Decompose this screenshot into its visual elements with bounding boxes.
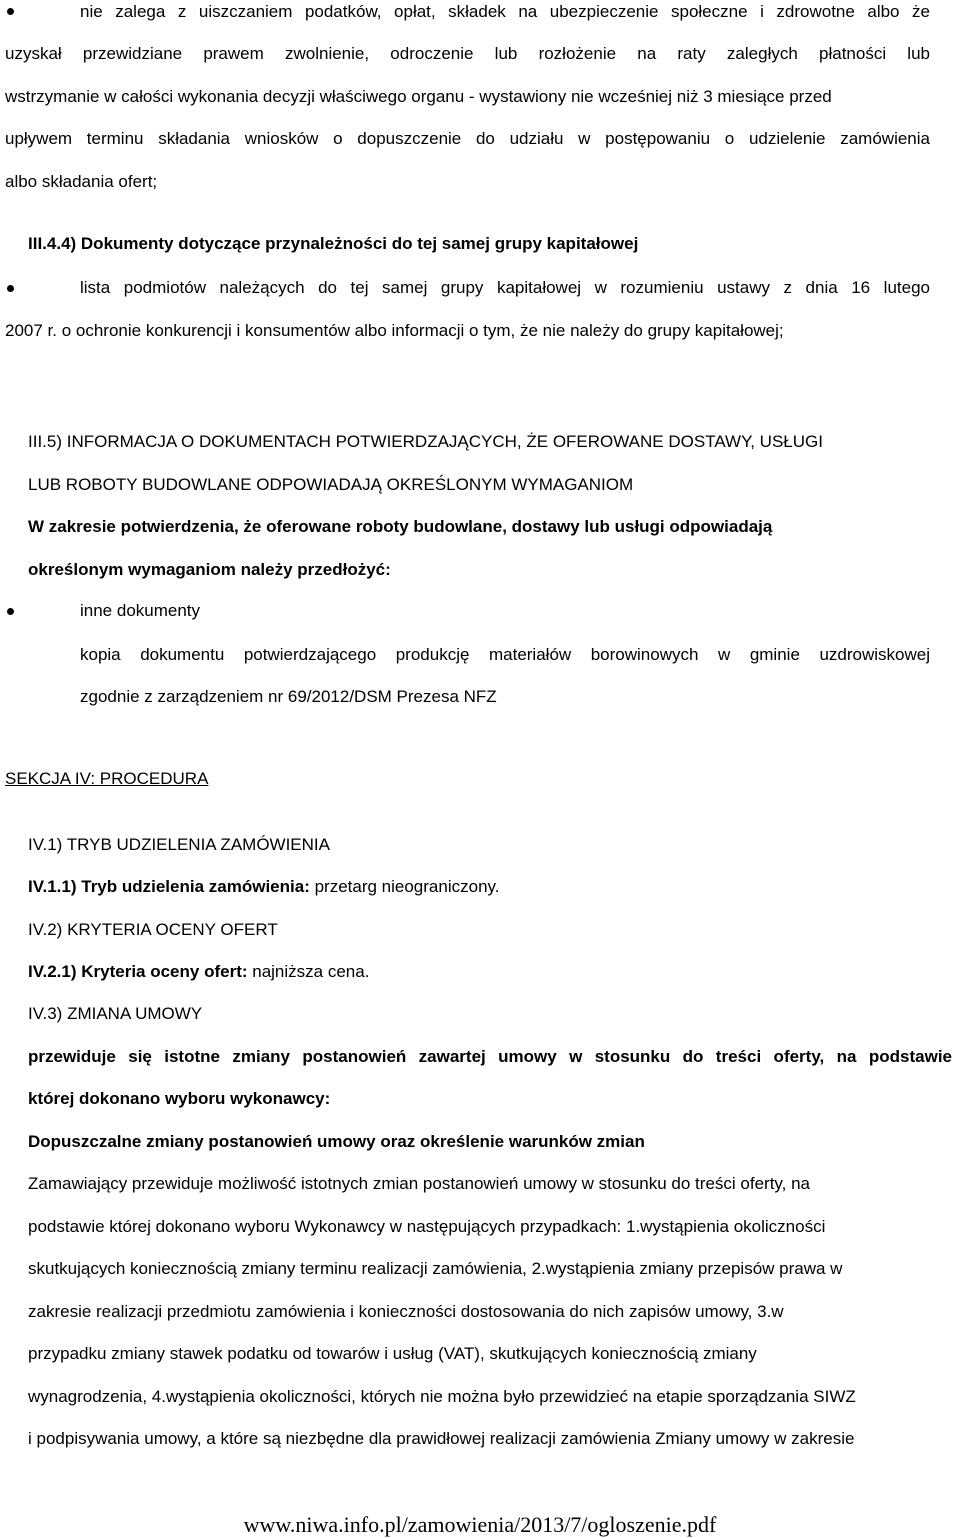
intro-line: określonym wymaganiom należy przedłożyć:	[28, 560, 391, 579]
section-title: SEKCJA IV: PROCEDURA	[5, 769, 209, 788]
bullet-icon	[7, 285, 14, 292]
subsection-heading: IV.3) ZMIANA UMOWY	[28, 1004, 203, 1023]
change-subheading: Dopuszczalne zmiany postanowień umowy oraz określenie warunków zmian	[28, 1132, 645, 1151]
footer-url: www.niwa.info.pl/zamowienia/2013/7/ogloszenie.pdf	[243, 1512, 717, 1537]
paragraph-line: lista podmiotów należących do tej samej grupy kapitałowej w rozumieniu ustawy z dnia 16 lutego	[80, 278, 930, 297]
change-body-line: wynagrodzenia, 4.wystąpienia okoliczności, których nie można było przewidzieć na etapie sporządzania SIWZ	[28, 1387, 856, 1406]
intro-line: W zakresie potwierdzenia, że oferowane roboty budowlane, dostawy lub usługi odpowiadają	[28, 517, 773, 536]
section-heading: LUB ROBOTY BUDOWLANE ODPOWIADAJĄ OKREŚLONYM WYMAGANIOM	[28, 475, 634, 494]
change-body-line: podstawie której dokonano wyboru Wykonawcy w następujących przypadkach: 1.wystąpienia okoliczności	[28, 1217, 826, 1236]
subsection-heading: IV.1) TRYB UDZIELENIA ZAMÓWIENIA	[28, 835, 330, 854]
section-heading: III.4.4) Dokumenty dotyczące przynależności do tej samej grupy kapitałowej	[28, 234, 639, 253]
procedure-line	[28, 876, 499, 898]
subsection-heading: IV.2) KRYTERIA OCENY OFERT	[28, 920, 278, 939]
change-body-line: przypadku zmiany stawek podatku od towarów i usług (VAT), skutkujących koniecznością zmiany	[28, 1344, 757, 1363]
bullet-item-label: inne dokumenty	[80, 601, 201, 620]
change-body-line: i podpisywania umowy, a które są niezbędne dla prawidłowej realizacji zamówienia Zmiany umowy w zakresie	[28, 1429, 855, 1448]
bullet-icon	[7, 8, 14, 15]
bullet-icon	[7, 608, 14, 615]
paragraph-line: uzyskał przewidziane prawem zwolnienie, odroczenie lub rozłożenie na raty zaległych płatności lub	[5, 44, 930, 63]
criteria-line	[28, 961, 369, 983]
paragraph-line: nie zalega z uiszczaniem podatków, opłat, składek na ubezpieczenie społeczne i zdrowotne albo że	[80, 2, 930, 21]
section-heading: III.5) INFORMACJA O DOKUMENTACH POTWIERDZAJĄCYCH, ŻE OFEROWANE DOSTAWY, USŁUGI	[28, 432, 823, 451]
change-body-line: skutkujących koniecznością zmiany terminu realizacji zamówienia, 2.wystąpienia zmiany przepisów prawa w	[28, 1259, 843, 1278]
change-body-line: zakresie realizacji przedmiotu zamówienia i konieczności dostosowania do nich zapisów umowy, 3.w	[28, 1302, 784, 1321]
change-condition-line: której dokonano wyboru wykonawcy:	[28, 1089, 331, 1108]
criteria-label: IV.2.1) Kryteria oceny ofert:	[28, 962, 248, 981]
detail-line: kopia dokumentu potwierdzającego produkcję materiałów borowinowych w gminie uzdrowiskowej	[80, 645, 930, 664]
paragraph-line: wstrzymanie w całości wykonania decyzji właściwego organu - wystawiony nie wcześniej niż 3 miesiące przed	[5, 87, 832, 106]
paragraph-line: upływem terminu składania wniosków o dopuszczenie do udziału w postępowaniu o udzielenie zamówienia	[5, 129, 930, 148]
paragraph-line: 2007 r. o ochronie konkurencji i konsumentów albo informacji o tym, że nie należy do grupy kapitałowej;	[5, 321, 784, 340]
detail-line: zgodnie z zarządzeniem nr 69/2012/DSM Prezesa NFZ	[80, 687, 497, 706]
criteria-value: najniższa cena.	[247, 962, 370, 981]
change-body-line: Zamawiający przewiduje możliwość istotnych zmian postanowień umowy w stosunku do treści oferty, na	[28, 1174, 811, 1193]
paragraph-line: albo składania ofert;	[5, 172, 158, 191]
procedure-label: IV.1.1) Tryb udzielenia zamówienia:	[28, 877, 310, 896]
procedure-value: przetarg nieograniczony.	[309, 877, 500, 896]
change-condition-line: przewiduje się istotne zmiany postanowień zawartej umowy w stosunku do treści oferty, na podstawie	[28, 1047, 952, 1066]
